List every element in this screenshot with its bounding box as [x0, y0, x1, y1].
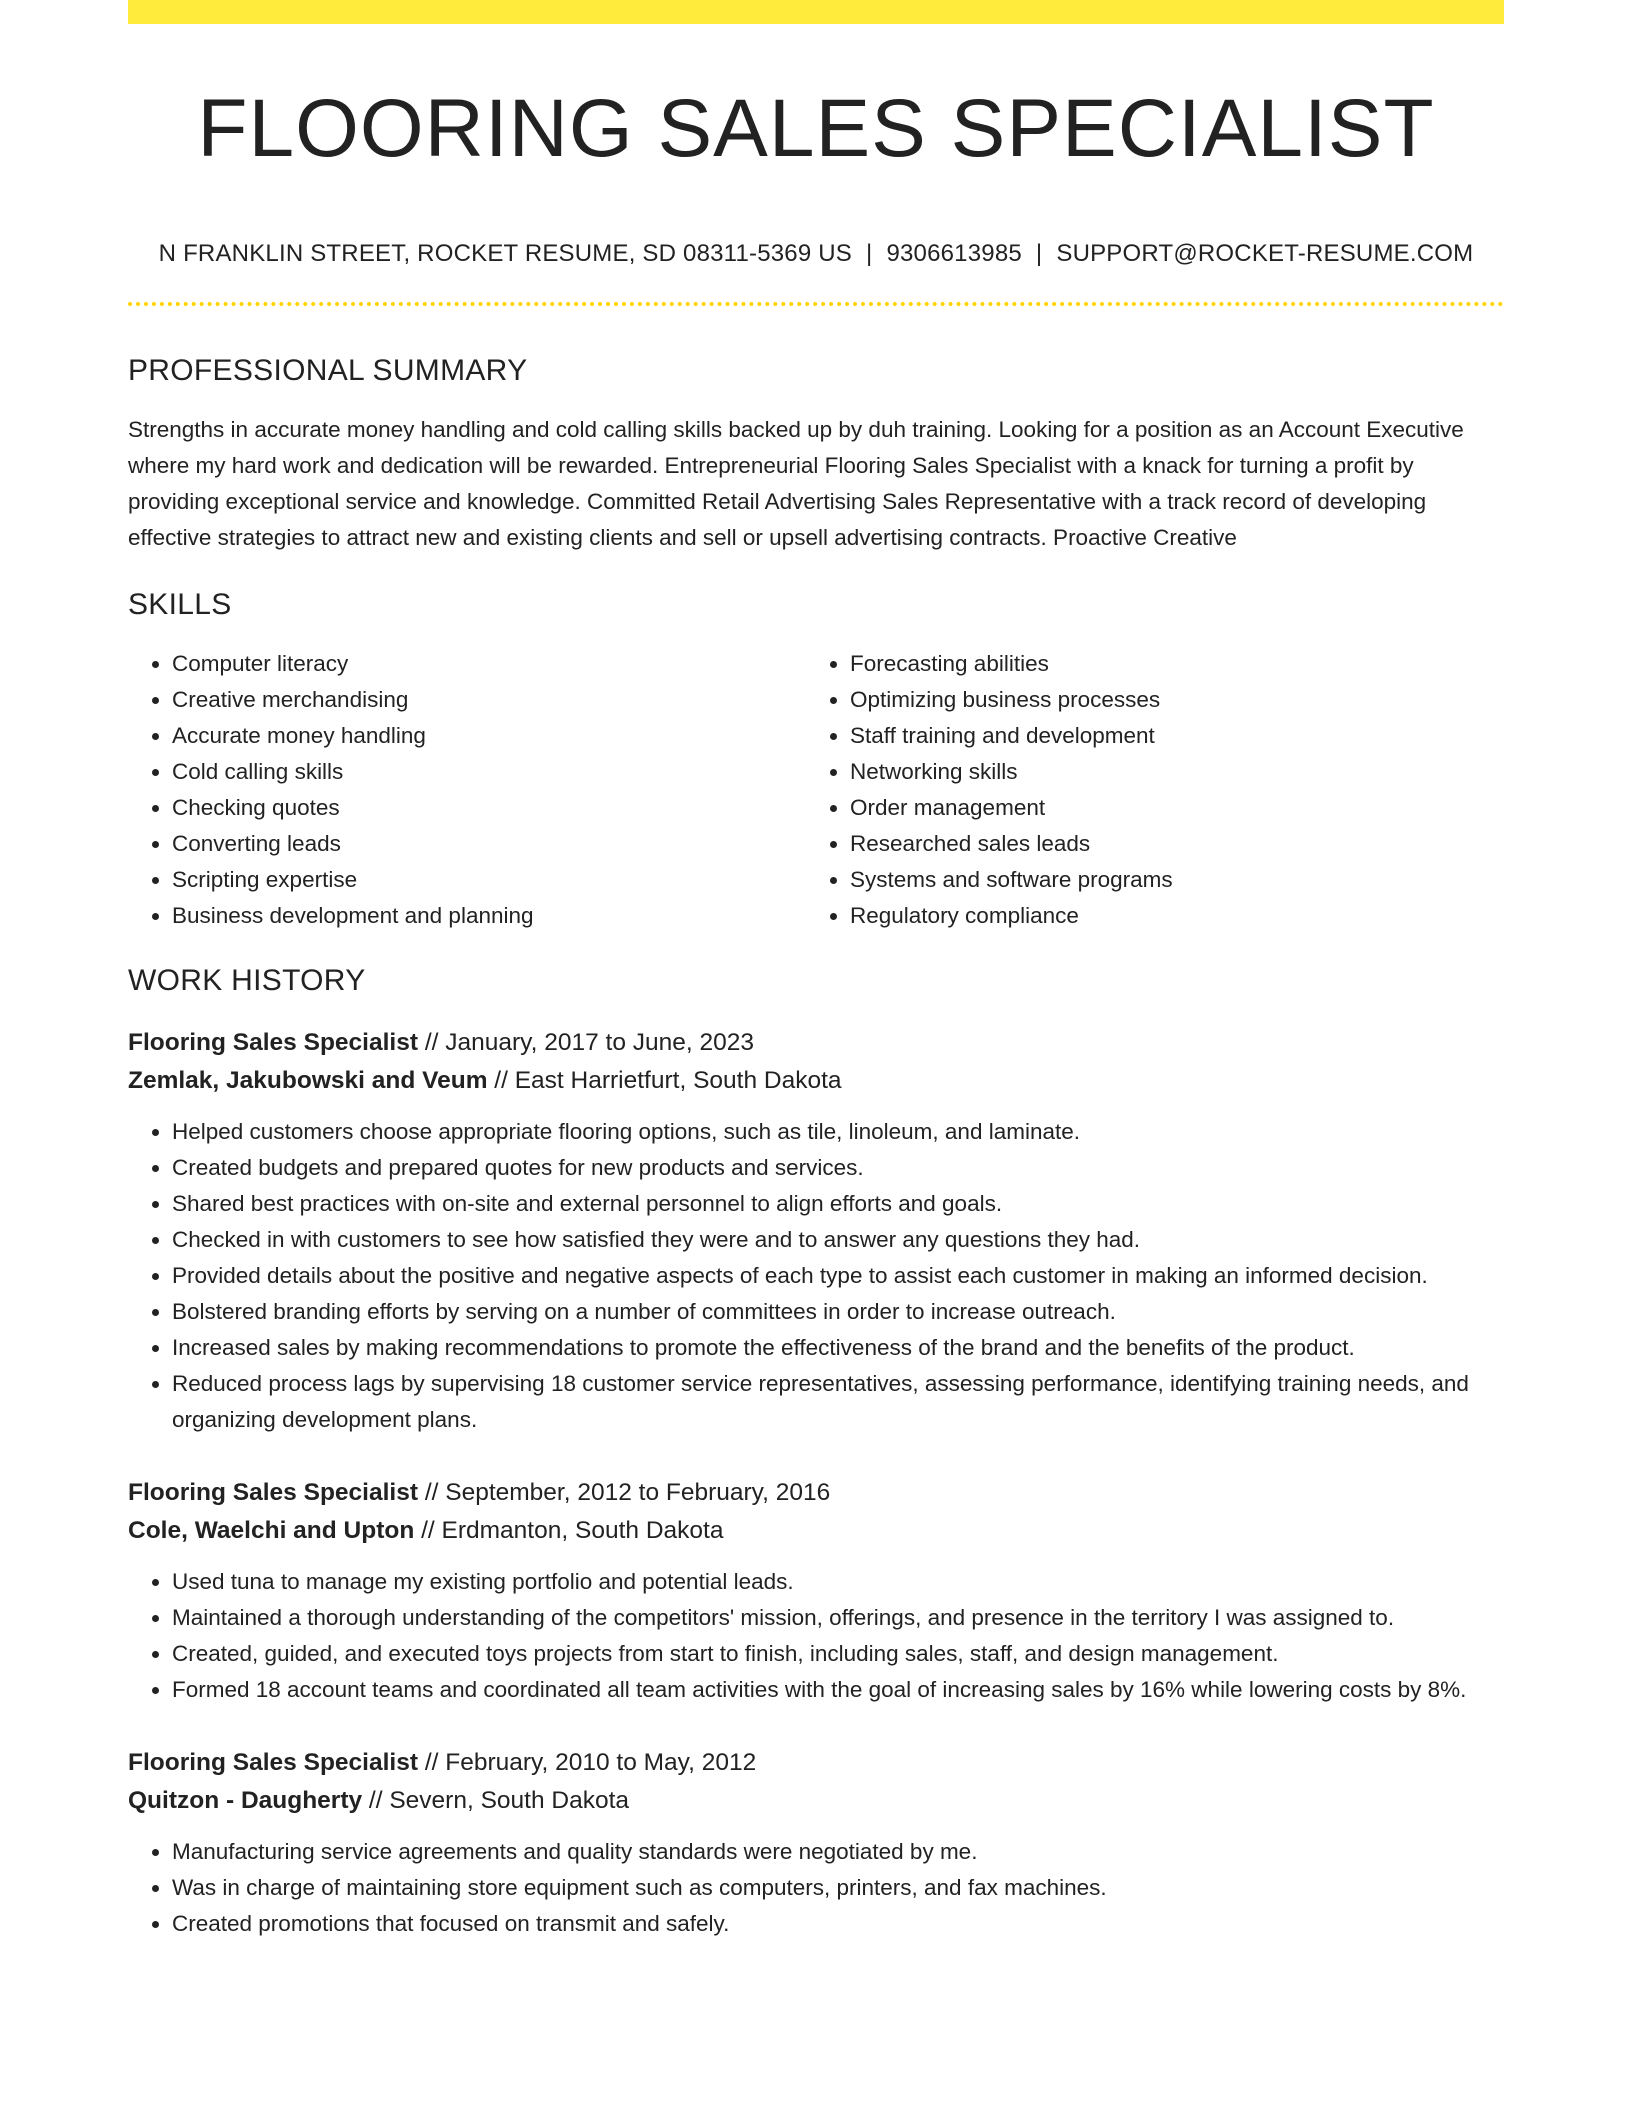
- job-bullet: • Formed 18 account teams and coordinated all team activities with the goal of increasing sales by 16% while lowering costs by 8%.: [172, 1672, 1504, 1708]
- skills-column-left: [128, 646, 806, 934]
- job-position: Flooring Sales Specialist: [128, 1029, 419, 1057]
- contact-line: [128, 240, 1504, 268]
- skill-item: • Staff training and development: [850, 718, 1484, 754]
- job-company: Cole, Waelchi and Upton: [128, 1517, 415, 1545]
- skill-item: • Cold calling skills: [172, 754, 806, 790]
- job-company-line: [128, 1782, 1504, 1820]
- job-location: // Erdmanton, South Dakota: [414, 1517, 724, 1545]
- skill-item: • Order management: [850, 790, 1484, 826]
- skill-item: • Networking skills: [850, 754, 1484, 790]
- job-company: Quitzon - Daugherty: [128, 1787, 363, 1815]
- skill-item: • Checking quotes: [172, 790, 806, 826]
- job-company-line: [128, 1062, 1504, 1100]
- accent-top-bar: [128, 0, 1504, 24]
- skill-item: • Researched sales leads: [850, 826, 1484, 862]
- job-entry: [128, 1024, 1504, 1438]
- contact-address: N FRANKLIN STREET, ROCKET RESUME, SD 08311-5369 US: [158, 240, 852, 268]
- skill-item: • Optimizing business processes: [850, 682, 1484, 718]
- skill-item: • Forecasting abilities: [850, 646, 1484, 682]
- job-bullet: • Manufacturing service agreements and quality standards were negotiated by me.: [172, 1834, 1504, 1870]
- job-bullet-list: [128, 1564, 1504, 1708]
- job-dates: // February, 2010 to May, 2012: [418, 1749, 757, 1777]
- job-bullet: • Used tuna to manage my existing portfolio and potential leads.: [172, 1564, 1504, 1600]
- contact-phone: 9306613985: [886, 240, 1022, 268]
- skills-column-right: [806, 646, 1484, 934]
- job-bullet: • Bolstered branding efforts by serving on a number of committees in order to increase outreach.: [172, 1294, 1504, 1330]
- job-bullet: • Provided details about the positive and negative aspects of each type to assist each customer in making an informed decision.: [172, 1258, 1504, 1294]
- job-position: Flooring Sales Specialist: [128, 1479, 419, 1507]
- job-location: // East Harrietfurt, South Dakota: [487, 1067, 842, 1095]
- job-bullet: • Reduced process lags by supervising 18 customer service representatives, assessing performance, identifying training needs, and organizing development plans.: [172, 1366, 1504, 1438]
- job-dates: // September, 2012 to February, 2016: [418, 1479, 831, 1507]
- job-title-line: [128, 1744, 1504, 1782]
- skill-item: • Computer literacy: [172, 646, 806, 682]
- dotted-divider: [128, 302, 1504, 306]
- contact-separator: |: [1035, 240, 1043, 268]
- job-bullet: • Created, guided, and executed toys projects from start to finish, including sales, staff, and design management.: [172, 1636, 1504, 1672]
- job-position: Flooring Sales Specialist: [128, 1749, 419, 1777]
- job-bullet: • Created promotions that focused on transmit and safely.: [172, 1906, 1504, 1942]
- job-entry: [128, 1474, 1504, 1708]
- job-bullet-list: [128, 1114, 1504, 1438]
- job-company-line: [128, 1512, 1504, 1550]
- resume-page: [128, 0, 1504, 1942]
- summary-text: Strengths in accurate money handling and cold calling skills backed up by duh training. Looking for a position as an Account Executive where my hard work and dedication will be rewarded. Entrepreneurial Flooring Sales Specialist with a knack for turning a profit by providing exceptional service and knowledge. Committed Retail Advertising Sales Representative with a track record of developing effective strategies to attract new and existing clients and sell or upsell advertising contracts. Proactive Creative: [128, 417, 1464, 551]
- job-bullet: • Maintained a thorough understanding of the competitors' mission, offerings, and presence in the territory I was assigned to.: [172, 1600, 1504, 1636]
- skill-item: • Scripting expertise: [172, 862, 806, 898]
- skill-item: • Converting leads: [172, 826, 806, 862]
- job-bullet: • Helped customers choose appropriate flooring options, such as tile, linoleum, and laminate.: [172, 1114, 1504, 1150]
- skills-list: [128, 646, 1504, 934]
- skill-item: • Creative merchandising: [172, 682, 806, 718]
- job-bullet-list: [128, 1834, 1504, 1942]
- summary-section-title: PROFESSIONAL SUMMARY: [128, 354, 528, 388]
- skill-item: • Accurate money handling: [172, 718, 806, 754]
- work-history-section-title: WORK HISTORY: [128, 964, 366, 998]
- job-bullet: • Was in charge of maintaining store equipment such as computers, printers, and fax machines.: [172, 1870, 1504, 1906]
- job-dates: // January, 2017 to June, 2023: [418, 1029, 754, 1057]
- job-bullet: • Checked in with customers to see how satisfied they were and to answer any questions they had.: [172, 1222, 1504, 1258]
- job-title-line: [128, 1024, 1504, 1062]
- job-title-line: [128, 1474, 1504, 1512]
- contact-separator: |: [866, 240, 873, 268]
- job-bullet: • Shared best practices with on-site and external personnel to align efforts and goals.: [172, 1186, 1504, 1222]
- contact-email: SUPPORT@ROCKET-RESUME.COM: [1056, 240, 1474, 268]
- skill-item: • Business development and planning: [172, 898, 806, 934]
- job-location: // Severn, South Dakota: [362, 1787, 630, 1815]
- job-bullet: • Increased sales by making recommendations to promote the effectiveness of the brand and the benefits of the product.: [172, 1330, 1504, 1366]
- resume-name-heading: FLOORING SALES SPECIALIST: [197, 83, 1435, 174]
- skill-item: • Regulatory compliance: [850, 898, 1484, 934]
- job-bullet: • Created budgets and prepared quotes for new products and services.: [172, 1150, 1504, 1186]
- skill-item: • Systems and software programs: [850, 862, 1484, 898]
- job-company: Zemlak, Jakubowski and Veum: [128, 1067, 488, 1095]
- job-entry: [128, 1744, 1504, 1942]
- skills-section-title: SKILLS: [128, 588, 232, 622]
